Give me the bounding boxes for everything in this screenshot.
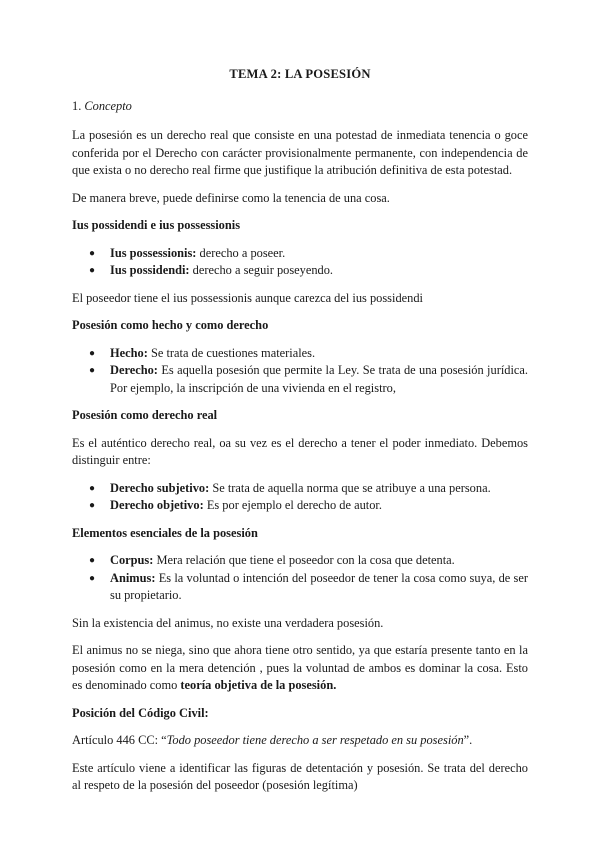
term: Derecho: — [110, 363, 158, 377]
paragraph-animus — [72, 642, 528, 695]
bullet-icon: ● — [89, 555, 96, 566]
list-ius — [72, 245, 528, 280]
heading-ius: Ius possidendi e ius possessionis — [72, 218, 241, 232]
paragraph-poseedor: El poseedor tiene el ius possessionis aunque carezca del ius possidendi — [72, 290, 423, 305]
article-prefix: Artículo 446 CC: “ — [72, 733, 167, 747]
document-title: TEMA 2: LA POSESIÓN — [229, 67, 371, 81]
bullet-icon: ● — [89, 482, 96, 494]
list-item — [72, 497, 528, 515]
bullet-icon: ● — [89, 265, 96, 276]
term-text: Mera relación que tiene el poseedor con la cosa que detenta. — [153, 553, 455, 567]
term-text: Es aquella posesión que permite la Ley. Se trata de una posesión jurídica. Por ejemplo, la inscripción de una vivienda en el registro, — [110, 363, 528, 395]
list-item — [72, 262, 528, 280]
bullet-icon: ● — [89, 247, 96, 259]
term: Corpus: — [110, 553, 154, 567]
section-concepto — [72, 98, 528, 116]
paragraph-identificar: Este artículo viene a identificar las figuras de detentación y posesión. Se trata del derecho al respeto de la posesión del poseedor (posesión legítima) — [72, 760, 528, 792]
list-item — [72, 245, 528, 263]
paragraph-animus-text: El animus no se niega, sino que ahora tiene otro sentido, ya que estaría presente tanto en la posesión como en la mera detención , pues la voluntad de ambos es dominar la cosa. Esto es denominado como — [72, 643, 528, 692]
list-item — [72, 345, 528, 363]
term: Derecho objetivo: — [110, 498, 204, 512]
bullet-icon: ● — [89, 500, 96, 511]
list-item — [72, 552, 528, 570]
term: Animus: — [110, 570, 156, 585]
bullet-icon: ● — [89, 365, 96, 376]
term: Ius possessionis: — [110, 245, 197, 260]
paragraph-sin-animus: Sin la existencia del animus, no existe una verdadera posesión. — [72, 615, 384, 630]
term-text: derecho a seguir poseyendo. — [189, 263, 334, 277]
section-number: 1. — [72, 98, 85, 113]
paragraph-autentico: Es el auténtico derecho real, oa su vez es el derecho a tener el poder inmediato. Debemos distinguir entre: — [72, 435, 528, 467]
list-hecho-derecho — [72, 345, 528, 398]
term-text: Se trata de cuestiones materiales. — [147, 345, 316, 360]
heading-hecho-derecho: Posesión como hecho y como derecho — [72, 318, 269, 332]
list-item — [72, 480, 528, 498]
paragraph-breve: De manera breve, puede definirse como la tenencia de una cosa. — [72, 190, 390, 205]
bullet-icon: ● — [89, 347, 96, 359]
term-text: Se trata de aquella norma que se atribuye a una persona. — [209, 480, 491, 495]
term: Ius possidendi: — [110, 263, 190, 277]
document-page — [72, 66, 528, 805]
list-item — [72, 362, 528, 397]
heading-derecho-real: Posesión como derecho real — [72, 408, 218, 422]
list-item — [72, 570, 528, 605]
list-derecho-real — [72, 480, 528, 515]
article-suffix: ”. — [463, 733, 473, 747]
heading-elementos: Elementos esenciales de la posesión — [72, 525, 258, 540]
paragraph-definicion: La posesión es un derecho real que consiste en una potestad de inmediata tenencia o goce conferida por el Derecho con carácter provisionalmente permanente, con independencia de que exista o no derecho real firme que justifique la atribución definitiva de esta potestad. — [72, 128, 528, 177]
term-text: Es por ejemplo el derecho de autor. — [203, 498, 382, 512]
term: Derecho subjetivo: — [110, 480, 210, 495]
bullet-icon: ● — [89, 572, 96, 584]
list-elementos — [72, 552, 528, 605]
term: Hecho: — [110, 345, 148, 360]
article-quote: Todo poseedor tiene derecho a ser respetado en su posesión — [166, 733, 464, 747]
section-name: Concepto — [84, 98, 132, 113]
heading-codigo-civil: Posición del Código Civil: — [72, 705, 209, 720]
term-text: Es la voluntad o intención del poseedor de tener la cosa como suya, de ser su propietario. — [110, 570, 528, 602]
term-text: derecho a poseer. — [196, 245, 286, 260]
teoria-objetiva: teoría objetiva de la posesión. — [180, 678, 337, 692]
paragraph-articulo — [72, 732, 528, 750]
